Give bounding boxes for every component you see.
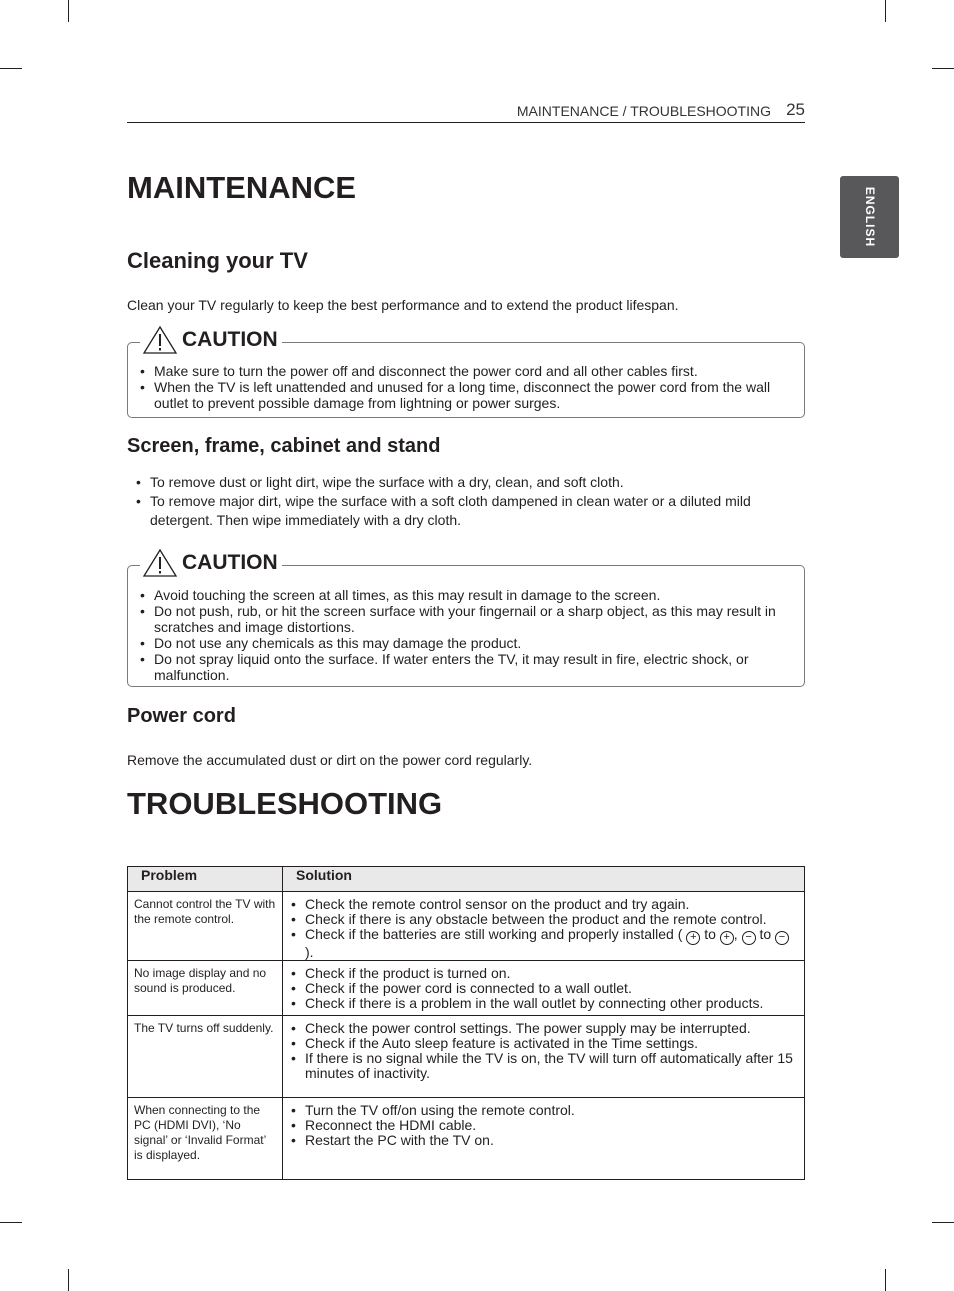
- solution-item: • Check if there is a problem in the wall outlet by connecting other products.: [291, 996, 794, 1011]
- minus-icon: −: [742, 931, 756, 945]
- solution-cell: [283, 1016, 805, 1098]
- caution-list: [140, 587, 790, 683]
- screen-list: [136, 473, 796, 530]
- caution-header: [140, 548, 282, 578]
- table-row: [128, 892, 805, 961]
- crop-mark: [68, 0, 69, 22]
- header-section: MAINTENANCE / TROUBLESHOOTING: [516, 103, 771, 119]
- crop-mark: [885, 0, 886, 22]
- caution-item: • Do not use any chemicals as this may damage the product.: [140, 635, 790, 651]
- caution-item: • Do not push, rub, or hit the screen surface with your fingernail or a sharp object, as this may result in scratches and image distortions.: [140, 603, 790, 635]
- caution-item: • When the TV is left unattended and unused for a long time, disconnect the power cord from the wall outlet to prevent possible damage from lightning or power surges.: [140, 379, 790, 411]
- list-item: • To remove dust or light dirt, wipe the surface with a dry, clean, and soft cloth.: [136, 473, 796, 492]
- battery-to: to: [759, 926, 772, 942]
- page-header: [127, 100, 805, 123]
- caution-box-cleaning: [127, 328, 805, 418]
- solution-item: • Turn the TV off/on using the remote control.: [291, 1103, 794, 1118]
- table-row: [128, 1098, 805, 1180]
- solution-item: • Check the remote control sensor on the product and try again.: [291, 897, 794, 912]
- solution-cell: [283, 961, 805, 1016]
- solution-item: • Check the power control settings. The power supply may be interrupted.: [291, 1021, 794, 1036]
- solution-item: • Restart the PC with the TV on.: [291, 1133, 794, 1148]
- battery-to: to: [704, 926, 716, 942]
- warning-icon: [142, 548, 178, 578]
- battery-comma: ,: [733, 926, 738, 942]
- caution-label: CAUTION: [182, 328, 278, 351]
- solution-cell: [283, 1098, 805, 1180]
- table-header-row: [128, 867, 805, 892]
- battery-text: Check if the batteries are still working and properly installed (: [305, 926, 683, 942]
- battery-close: ).: [305, 944, 314, 960]
- solution-cell: [283, 892, 805, 961]
- troubleshooting-title: TROUBLESHOOTING: [127, 786, 443, 821]
- list-item: • To remove major dirt, wipe the surface with a soft cloth dampened in clean water or a diluted mild detergent. Then wipe immediately with a dry cloth.: [136, 492, 796, 530]
- solution-item: • If there is no signal while the TV is on, the TV will turn off automatically after 15 minutes of inactivity.: [291, 1051, 794, 1081]
- table-row: [128, 961, 805, 1016]
- caution-list: [140, 363, 790, 411]
- caution-header: [140, 325, 282, 355]
- power-cord-text: Remove the accumulated dust or dirt on the power cord regularly.: [127, 752, 533, 768]
- language-tab: [840, 176, 899, 258]
- problem-cell: No image display and no sound is produced.: [128, 961, 283, 1016]
- solution-item: • Check if the power cord is connected to a wall outlet.: [291, 981, 794, 996]
- solution-item-battery: [291, 927, 794, 960]
- solution-item: • Check if there is any obstacle between the product and the remote control.: [291, 912, 794, 927]
- table-row: [128, 1016, 805, 1098]
- maintenance-title: MAINTENANCE: [127, 170, 357, 205]
- caution-item: • Make sure to turn the power off and disconnect the power cord and all other cables first.: [140, 363, 790, 379]
- crop-mark: [885, 1269, 886, 1291]
- page-number: 25: [786, 100, 805, 119]
- cleaning-title: Cleaning your TV: [127, 248, 308, 273]
- crop-mark: [932, 1222, 954, 1223]
- screen-title: Screen, frame, cabinet and stand: [127, 435, 441, 457]
- solution-header: Solution: [283, 867, 805, 892]
- language-label: ENGLISH: [862, 186, 877, 248]
- plus-icon: +: [686, 931, 700, 945]
- power-cord-title: Power cord: [127, 705, 236, 727]
- solution-item: • Check if the product is turned on.: [291, 966, 794, 981]
- caution-item: • Avoid touching the screen at all times, as this may result in damage to the screen.: [140, 587, 790, 603]
- problem-cell: The TV turns off suddenly.: [128, 1016, 283, 1098]
- warning-icon: [142, 325, 178, 355]
- caution-item: • Do not spray liquid onto the surface. If water enters the TV, it may result in fire, electric shock, or malfunction.: [140, 651, 790, 683]
- crop-mark: [68, 1269, 69, 1291]
- problem-cell: When connecting to the PC (HDMI DVI), ‘No signal’ or ‘Invalid Format’ is displayed.: [128, 1098, 283, 1180]
- crop-mark: [0, 1222, 22, 1223]
- problem-cell: Cannot control the TV with the remote control.: [128, 892, 283, 961]
- troubleshooting-table: [127, 866, 805, 1180]
- plus-icon: +: [720, 931, 734, 945]
- crop-mark: [0, 68, 22, 69]
- crop-mark: [932, 68, 954, 69]
- minus-icon: −: [775, 931, 789, 945]
- solution-item: • Check if the Auto sleep feature is activated in the Time settings.: [291, 1036, 794, 1051]
- problem-header: Problem: [128, 867, 283, 892]
- solution-item: • Reconnect the HDMI cable.: [291, 1118, 794, 1133]
- caution-box-screen: [127, 551, 805, 687]
- caution-label: CAUTION: [182, 551, 278, 574]
- cleaning-intro: Clean your TV regularly to keep the best performance and to extend the product lifespan.: [127, 297, 679, 313]
